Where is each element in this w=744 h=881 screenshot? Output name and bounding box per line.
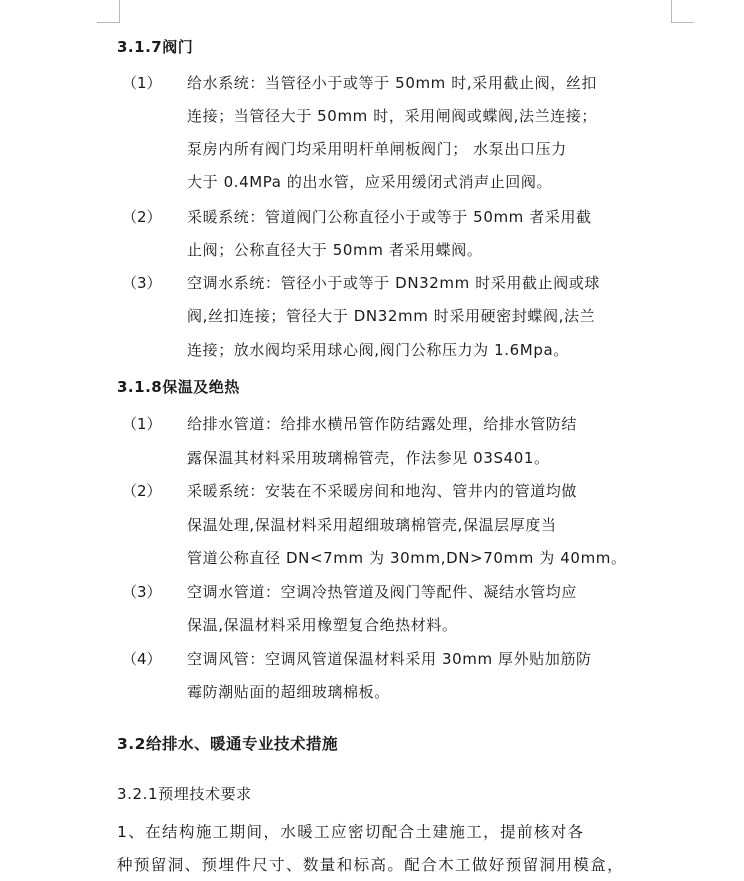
crop-mark-left [97, 0, 120, 23]
item-line: 保温处理,保温材料采用超细玻璃棉管壳,保温层厚度当 [187, 516, 557, 534]
subheading-3-2-1: 3.2.1预埋技术要求 [117, 785, 252, 803]
heading-3-1-8: 3.1.8保温及绝热 [117, 378, 240, 396]
item-line: 连接；当管径大于 50mm 时，采用闸阀或蝶阀,法兰连接； [187, 107, 598, 125]
item-line: 霉防潮贴面的超细玻璃棉板。 [187, 683, 390, 701]
item-line: 大于 0.4MPa 的出水管，应采用缓闭式消声止回阀。 [187, 173, 553, 191]
item-number: （1） [122, 415, 162, 433]
item-line: 空调风管：空调风管道保温材料采用 30mm 厚外贴加筋防 [187, 650, 592, 668]
item-line: 采暖系统：安装在不采暖房间和地沟、管井内的管道均做 [187, 482, 578, 500]
item-line: 空调水系统：管径小于或等于 DN32mm 时采用截止阀或球 [187, 274, 601, 292]
item-number: （2） [122, 208, 162, 226]
item-line: 阀,丝扣连接；管径大于 DN32mm 时采用硬密封蝶阀,法兰 [187, 307, 596, 325]
item-line: 管道公称直径 DN<7mm 为 30mm,DN>70mm 为 40mm。 [187, 549, 627, 567]
paragraph-line: 1、在结构施工期间，水暖工应密切配合土建施工，提前核对各 [117, 823, 585, 841]
item-line: 露保温其材料采用玻璃棉管壳，作法参见 03S401。 [187, 449, 550, 467]
item-number: （1） [122, 74, 162, 92]
heading-3-2: 3.2给排水、暖通专业技术措施 [117, 735, 338, 753]
item-line: 保温,保温材料采用橡塑复合绝热材料。 [187, 616, 458, 634]
item-number: （3） [122, 583, 162, 601]
item-line: 连接；放水阀均采用球心阀,阀门公称压力为 1.6Mpa。 [187, 341, 569, 359]
heading-3-1-7: 3.1.7阀门 [117, 38, 194, 56]
item-number: （2） [122, 482, 162, 500]
item-line: 泵房内所有阀门均采用明杆单闸板阀门； 水泵出口压力 [187, 140, 567, 158]
paragraph-line: 种预留洞、预埋件尺寸、数量和标高。配合木工做好预留洞用模盒， [117, 856, 625, 874]
item-number: （3） [122, 274, 162, 292]
item-line: 采暖系统：管道阀门公称直径小于或等于 50mm 者采用截 [187, 208, 592, 226]
item-line: 空调水管道：空调冷热管道及阀门等配件、凝结水管均应 [187, 583, 578, 601]
item-number: （4） [122, 650, 162, 668]
item-line: 给排水管道：给排水横吊管作防结露处理，给排水管防结 [187, 415, 578, 433]
crop-mark-right [671, 0, 694, 23]
item-line: 给水系统：当管径小于或等于 50mm 时,采用截止阀，丝扣 [187, 74, 598, 92]
item-line: 止阀；公称直径大于 50mm 者采用蝶阀。 [187, 241, 483, 259]
